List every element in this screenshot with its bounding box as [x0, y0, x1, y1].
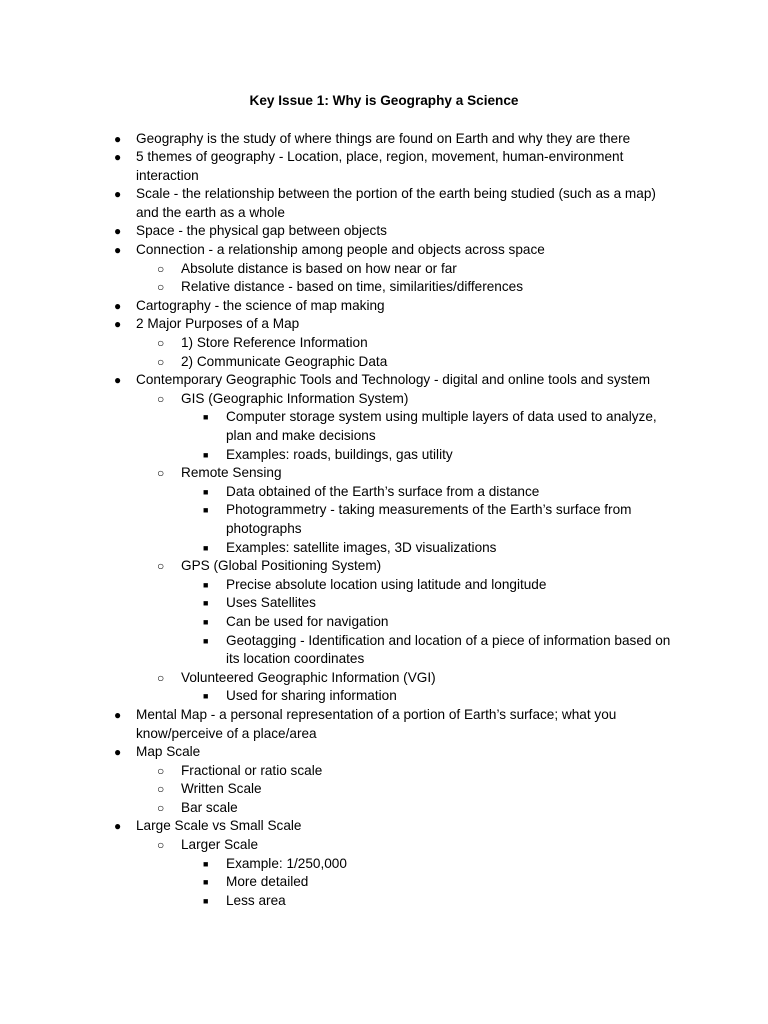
filled-circle-bullet-icon: ● — [114, 707, 122, 722]
hollow-circle-bullet-icon: ○ — [157, 559, 165, 574]
list-item-text: Space - the physical gap between objects — [136, 223, 387, 239]
filled-square-bullet-icon: ■ — [203, 579, 209, 590]
list-item — [0, 278, 768, 297]
list-item-text: Larger Scale — [181, 837, 259, 853]
filled-square-bullet-icon: ■ — [203, 486, 209, 497]
list-item-text: Less area — [226, 892, 286, 908]
list-item — [0, 185, 768, 222]
list-item — [0, 669, 768, 688]
list-item-text: Large Scale vs Small Scale — [136, 818, 302, 834]
hollow-circle-bullet-icon: ○ — [157, 466, 165, 481]
list-item — [0, 353, 768, 372]
list-item — [0, 632, 768, 669]
list-item — [0, 613, 768, 632]
filled-square-bullet-icon: ■ — [203, 858, 209, 869]
list-item — [0, 576, 768, 595]
list-item — [0, 501, 768, 538]
list-item — [0, 799, 768, 818]
filled-square-bullet-icon: ■ — [203, 449, 209, 460]
hollow-circle-bullet-icon: ○ — [157, 336, 165, 351]
filled-circle-bullet-icon: ● — [114, 150, 122, 165]
filled-square-bullet-icon: ■ — [203, 691, 209, 702]
list-item-text: Examples: satellite images, 3D visualizations — [226, 539, 497, 555]
list-item-text: Photogrammetry - taking measurements of the Earth’s surface from photographs — [226, 502, 632, 536]
filled-circle-bullet-icon: ● — [114, 745, 122, 760]
hollow-circle-bullet-icon: ○ — [157, 763, 165, 778]
list-item-text: Contemporary Geographic Tools and Technology - digital and online tools and system — [136, 372, 651, 388]
list-item-text: Computer storage system using multiple layers of data used to analyze, plan and make decisions — [226, 409, 657, 443]
list-item-text: Geotagging - Identification and location of a piece of information based on its location coordinates — [226, 632, 671, 667]
list-item — [0, 446, 768, 465]
list-item — [0, 408, 768, 445]
filled-square-bullet-icon: ■ — [203, 505, 209, 516]
list-item — [0, 855, 768, 874]
bullet-outline — [0, 130, 768, 911]
list-item — [0, 260, 768, 279]
filled-circle-bullet-icon: ● — [114, 819, 122, 834]
list-item — [0, 687, 768, 706]
hollow-circle-bullet-icon: ○ — [157, 838, 165, 853]
hollow-circle-bullet-icon: ○ — [157, 280, 165, 295]
list-item — [0, 762, 768, 781]
list-item — [0, 334, 768, 353]
list-item — [0, 873, 768, 892]
list-item-text: Scale - the relationship between the portion of the earth being studied (such as a map) and the earth as a whole — [136, 186, 656, 220]
hollow-circle-bullet-icon: ○ — [157, 391, 165, 406]
filled-square-bullet-icon: ■ — [203, 616, 209, 627]
hollow-circle-bullet-icon: ○ — [157, 782, 165, 797]
list-item — [0, 836, 768, 855]
list-item — [0, 222, 768, 241]
filled-square-bullet-icon: ■ — [203, 877, 209, 888]
hollow-circle-bullet-icon: ○ — [157, 261, 165, 276]
page-title: Key Issue 1: Why is Geography a Science — [249, 93, 519, 108]
filled-square-bullet-icon: ■ — [203, 895, 209, 906]
filled-square-bullet-icon: ■ — [203, 635, 209, 646]
list-item — [0, 780, 768, 799]
list-item — [0, 539, 768, 558]
list-item-text: Geography is the study of where things are found on Earth and why they are there — [136, 130, 631, 146]
hollow-circle-bullet-icon: ○ — [157, 800, 165, 815]
list-item-text: Map Scale — [136, 744, 201, 760]
filled-square-bullet-icon: ■ — [203, 412, 209, 423]
filled-circle-bullet-icon: ● — [114, 373, 122, 388]
list-item — [0, 557, 768, 576]
list-item-text: Used for sharing information — [226, 688, 397, 704]
filled-square-bullet-icon: ■ — [203, 598, 209, 609]
list-item — [0, 817, 768, 836]
list-item — [0, 315, 768, 334]
list-item-text: 2 Major Purposes of a Map — [136, 316, 300, 332]
list-item-text: 5 themes of geography - Location, place, region, movement, human-environment interaction — [136, 149, 624, 183]
list-item-text: Volunteered Geographic Information (VGI) — [181, 669, 436, 685]
list-item — [0, 706, 768, 743]
filled-square-bullet-icon: ■ — [203, 542, 209, 553]
list-item-text: Connection - a relationship among people and objects across space — [136, 242, 545, 258]
list-item — [0, 743, 768, 762]
list-item-text: Fractional or ratio scale — [181, 762, 323, 778]
list-item-text: 2) Communicate Geographic Data — [181, 353, 388, 369]
list-item-text: Cartography - the science of map making — [136, 297, 385, 313]
list-item-text: Examples: roads, buildings, gas utility — [226, 446, 453, 462]
list-item-text: Can be used for navigation — [226, 613, 389, 629]
list-item-text: Absolute distance is based on how near or far — [181, 260, 457, 276]
list-item — [0, 892, 768, 911]
filled-circle-bullet-icon: ● — [114, 224, 122, 239]
filled-circle-bullet-icon: ● — [114, 243, 122, 258]
list-item-text: Mental Map - a personal representation of a portion of Earth’s surface; what you know/perceive of a place/area — [136, 706, 617, 741]
hollow-circle-bullet-icon: ○ — [157, 354, 165, 369]
list-item-text: GIS (Geographic Information System) — [181, 390, 409, 406]
list-item — [0, 297, 768, 316]
list-item-text: Bar scale — [181, 799, 238, 815]
hollow-circle-bullet-icon: ○ — [157, 670, 165, 685]
list-item — [0, 390, 768, 409]
list-item — [0, 464, 768, 483]
list-item-text: Written Scale — [181, 781, 262, 797]
filled-circle-bullet-icon: ● — [114, 187, 122, 202]
list-item-text: Example: 1/250,000 — [226, 855, 347, 871]
list-item — [0, 148, 768, 185]
list-item — [0, 371, 768, 390]
filled-circle-bullet-icon: ● — [114, 317, 122, 332]
list-item-text: GPS (Global Positioning System) — [181, 558, 382, 574]
list-item — [0, 130, 768, 149]
list-item — [0, 241, 768, 260]
list-item-text: 1) Store Reference Information — [181, 335, 368, 351]
list-item-text: Remote Sensing — [181, 465, 282, 481]
list-item-text: Precise absolute location using latitude and longitude — [226, 576, 547, 592]
list-item-text: Relative distance - based on time, similarities/differences — [181, 279, 524, 295]
list-item — [0, 483, 768, 502]
filled-circle-bullet-icon: ● — [114, 298, 122, 313]
list-item — [0, 594, 768, 613]
list-item-text: Uses Satellites — [226, 595, 316, 611]
list-item-text: More detailed — [226, 874, 309, 890]
filled-circle-bullet-icon: ● — [114, 131, 122, 146]
list-item-text: Data obtained of the Earth’s surface from a distance — [226, 483, 540, 499]
